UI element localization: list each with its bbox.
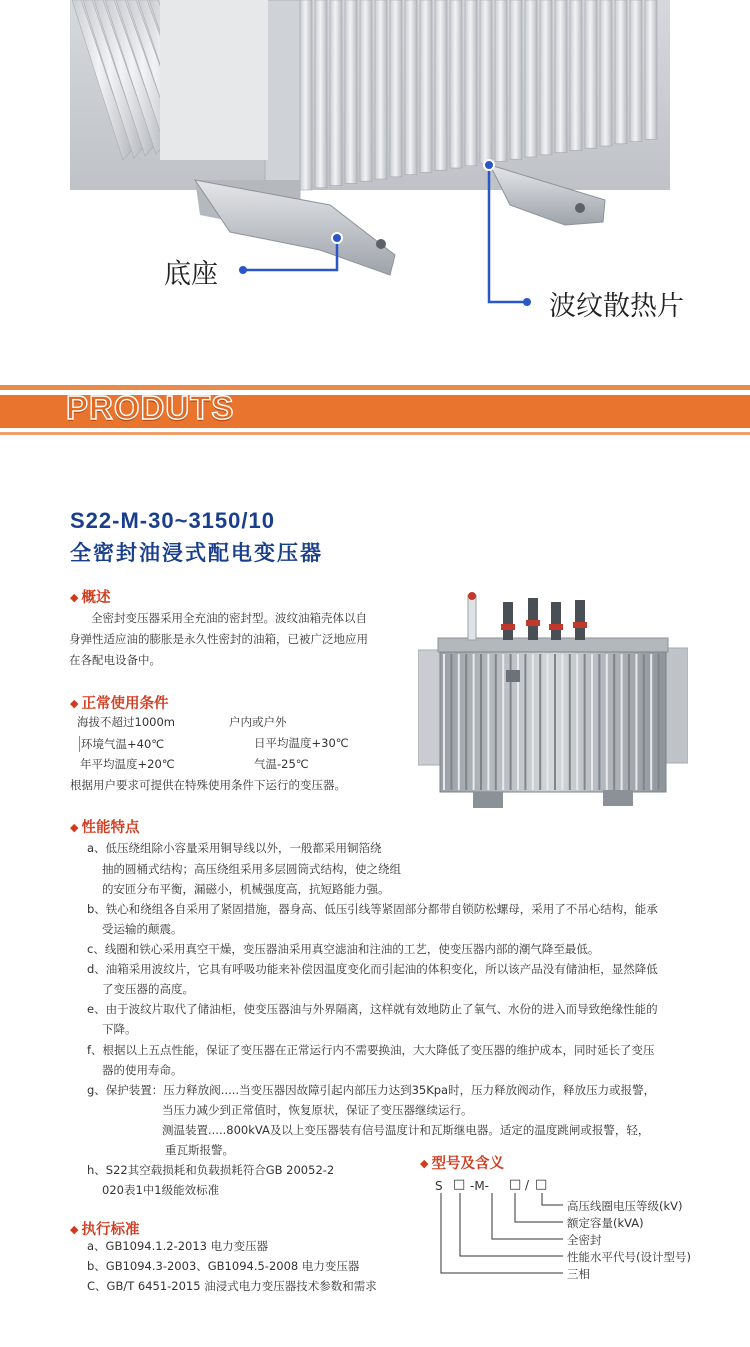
radiator-fin — [600, 0, 612, 146]
feature-line: 重瓦斯报警。 — [165, 1143, 234, 1157]
feature-line: c、线圈和铁心采用真空干燥，变压器油采用真空滤油和注油的工艺，使变压器内部的潮气降至最低。 — [87, 942, 600, 956]
radiator-fin — [315, 0, 327, 188]
radiator-fin — [615, 0, 627, 144]
banner-title: PRODUTS — [66, 389, 235, 426]
model-legend-item: 高压线圈电压等级(kV) — [567, 1199, 683, 1213]
feature-line: 测温装置.....800kVA及以上变压器装有信号温度计和瓦斯继电器。适定的温度跳闸或报警，轻， — [162, 1123, 650, 1137]
feature-line: 受运输的颠震。 — [102, 922, 183, 936]
feature-line: 020表1中1级能效标准 — [102, 1183, 220, 1197]
condition-cell: 年平均温度+20℃ — [80, 757, 175, 771]
feature-line: 下降。 — [102, 1022, 137, 1036]
conditions-title: 正常使用条件 — [81, 696, 169, 712]
standard-item: b、GB1094.3-2003、GB1094.5-2008 电力变压器 — [87, 1259, 360, 1273]
condition-cell: 户内或户外 — [229, 715, 287, 729]
overview-line: 在各配电设备中。 — [69, 653, 161, 667]
radiator-fin — [525, 0, 537, 157]
radiator-fin — [405, 0, 417, 175]
radiator-fin — [390, 0, 402, 177]
model-code-part: □ — [453, 1177, 466, 1192]
condition-cell: 气温-25℃ — [254, 757, 309, 771]
model-legend-item: 三相 — [567, 1267, 590, 1281]
feature-line: a、低压绕组除小容量采用铜导线以外，一般都采用铜箔绕 — [87, 841, 382, 855]
radiator-fin — [495, 0, 507, 161]
model-legend-item: 额定容量(kVA) — [567, 1216, 644, 1230]
feature-line: 抽的圆桶式结构；高压绕组采用多层圆筒式结构，使之绕组 — [102, 862, 401, 876]
diamond-bullet-icon: ◆ — [70, 821, 79, 834]
diamond-bullet-icon: ◆ — [420, 1157, 429, 1170]
radiator-fin — [345, 0, 357, 183]
radiator-fin — [375, 0, 387, 179]
callout-fins-label: 波纹散热片 — [549, 291, 684, 322]
standards-title: 执行标准 — [81, 1222, 140, 1238]
radiator-fin — [465, 0, 477, 166]
features-title: 性能特点 — [81, 820, 140, 836]
feature-line: g、保护装置：压力释放阀.....当变压器因故障引起内部压力达到35Kpa时，压力释放阀动作，释放压力或报警， — [87, 1083, 656, 1097]
diamond-bullet-icon: ◆ — [70, 1223, 79, 1236]
diamond-bullet-icon: ◆ — [70, 591, 79, 604]
diamond-bullet-icon: ◆ — [70, 697, 79, 710]
condition-cell: 日平均温度+30℃ — [254, 736, 349, 750]
radiator-fin — [585, 0, 597, 148]
overview-line: 身弹性适应油的膨胀是永久性密封的油箱，已被广泛地应用 — [69, 632, 368, 646]
overview-title: 概述 — [81, 590, 111, 606]
condition-cell: 环境气温+40℃ — [81, 737, 165, 751]
transformer-photo-top — [0, 0, 750, 330]
model-code-diagram — [430, 1175, 730, 1295]
radiator-fin — [570, 0, 582, 150]
model-code-part: -M- — [470, 1179, 490, 1193]
model-code-part: / — [525, 1178, 530, 1192]
radiator-fin — [510, 0, 522, 159]
radiator-fin — [450, 0, 462, 168]
radiator-fin — [540, 0, 552, 155]
transformer-illustration — [418, 590, 688, 820]
model-legend-item: 性能水平代号(设计型号) — [567, 1250, 691, 1264]
feature-line: 当压力减少到正常值时，恢复原状，保证了变压器继续运行。 — [162, 1103, 473, 1117]
radiator-fin — [420, 0, 432, 172]
radiator-fin — [630, 0, 642, 142]
overview-heading — [70, 586, 110, 607]
feature-line: 的安匝分布平衡，漏磁小，机械强度高，抗短路能力强。 — [102, 882, 390, 896]
feature-line: h、S22其空载损耗和负载损耗符合GB 20052-2 — [87, 1163, 335, 1177]
radiator-fin — [555, 0, 567, 153]
overview-line: 全密封变压器采用全充油的密封型。波纹油箱壳体以自 — [91, 611, 367, 625]
callout-base-label: 底座 — [164, 259, 218, 290]
radiator-fin — [435, 0, 447, 170]
features-heading — [70, 816, 139, 837]
feature-line: f、根据以上五点性能，保证了变压器在正常运行内不需要换油，大大降低了变压器的维护成本，同时延长了变压 — [87, 1043, 655, 1057]
standard-item: a、GB1094.1.2-2013 电力变压器 — [87, 1239, 269, 1253]
product-name: 全密封油浸式配电变压器 — [70, 541, 323, 565]
radiator-fin — [330, 0, 342, 186]
model-meaning-title: 型号及含义 — [431, 1156, 504, 1172]
section-banner — [0, 385, 750, 445]
model-code-part: □ — [509, 1177, 522, 1192]
radiator-fin — [360, 0, 372, 181]
transformer-product-image — [418, 590, 688, 820]
conditions-note: 根据用户要求可提供在特殊使用条件下运行的变压器。 — [70, 778, 346, 792]
feature-line: d、油箱采用波纹片，它具有呼吸功能来补偿因温度变化而引起油的体积变化，所以该产品没有储油柜，显然降低 — [87, 962, 658, 976]
standard-item: C、GB/T 6451-2015 油浸式电力变压器技术参数和需求 — [87, 1279, 377, 1293]
feature-line: b、铁心和绕组各自采用了紧固措施，器身高、低压引线等紧固部分都带自锁防松螺母，采用了不吊心结构，能承 — [87, 902, 658, 916]
model-meaning-heading — [420, 1152, 504, 1173]
model-code-part: □ — [535, 1177, 548, 1192]
radiator-fin — [480, 0, 492, 164]
model-legend-item: 全密封 — [567, 1233, 602, 1247]
feature-line: e、由于波纹片取代了储油柜，使变压器油与外界隔离，这样就有效地防止了氧气、水份的进入而导致绝缘性能的 — [87, 1002, 658, 1016]
conditions-heading — [70, 692, 168, 713]
product-model-code: S22-M-30~3150/10 — [70, 508, 275, 533]
transformer-base-illustration — [0, 0, 750, 330]
condition-cell: 海拔不超过1000m — [77, 715, 175, 729]
model-code-part: S — [435, 1179, 443, 1193]
radiator-fin — [300, 0, 312, 190]
radiator-fin — [645, 0, 657, 139]
feature-line: 器的使用寿命。 — [102, 1063, 183, 1077]
feature-line: 了变压器的高度。 — [102, 982, 194, 996]
